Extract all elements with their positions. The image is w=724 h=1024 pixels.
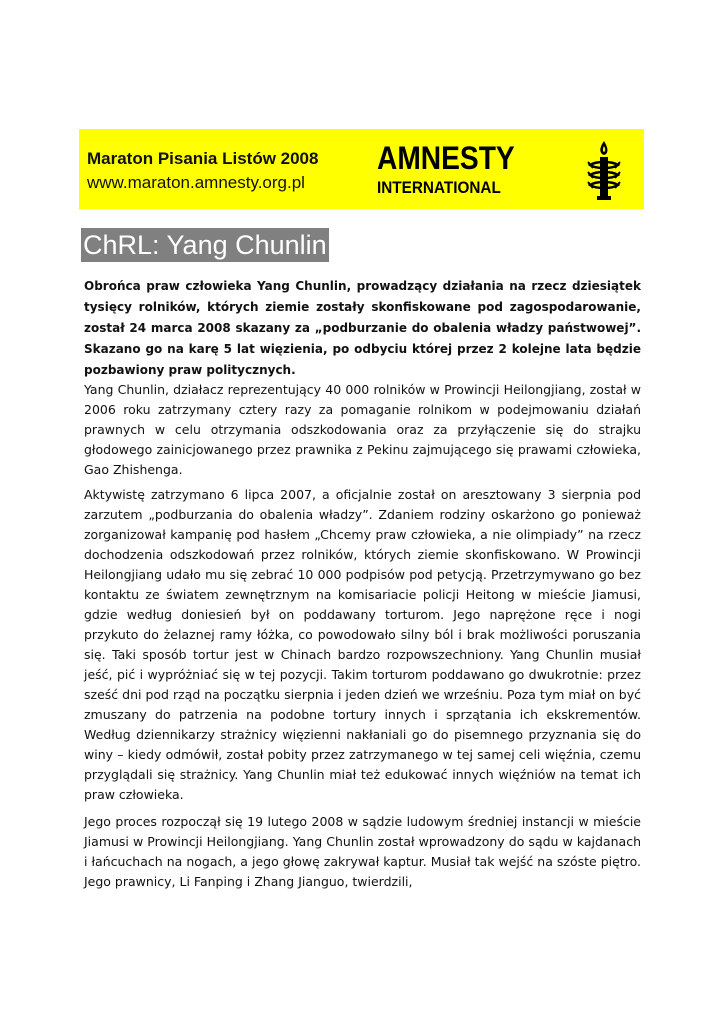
campaign-banner [79,129,644,209]
campaign-title: Maraton Pisania Listów 2008 [87,149,319,168]
body-paragraph: Jego proces rozpoczął się 19 lutego 2008 w sądzie ludowym średniej instancji w mieście Jiamusi w Prowincji Heilongjiang. Yang Chunlin został wprowadzony do sądu w kajdanach i łańcuchach na nogach, a jego głowę zakrywał kaptur. Musiał tak wejść na szóste piętro. Jego prawnicy, Li Fanping i Zhang Jianguo, twierdzili, [84,814,641,889]
candle-barbed-wire-icon [584,139,624,201]
campaign-url: www.maraton.amnesty.org.pl [87,173,305,192]
lead-paragraph: Obrońca praw człowieka Yang Chunlin, prowadzący działania na rzecz dziesiątek tysięcy rolników, których ziemie zostały skonfiskowane pod zagospodarowanie, został 24 marca 2008 skazany za „podburzanie do obalenia władzy państwowej”. Skazano go na karę 5 lat więzienia, po odbyciu której przez 2 kolejne lata będzie pozbawiony praw politycznych. [84,279,641,377]
logo-text-international: INTERNATIONAL [377,178,501,197]
body-paragraph: Aktywistę zatrzymano 6 lipca 2007, a oficjalnie został on aresztowany 3 sierpnia pod zarzutem „podburzania do obalenia władzy”. Zdaniem rodziny oskarżono go ponieważ zorganizował kampanię pod hasłem „Chcemy praw człowieka, a nie olimpiady” na rzecz dochodzenia odszkodowań przez rolników, których ziemie skonfiskowano. W Prowincji Heilongjiang udało mu się zebrać 10 000 podpisów pod petycją. Przetrzymywano go bez kontaktu ze światem zewnętrznym na komisariacie policji Heitong w mieście Jiamusi, gdzie według doniesień był on poddawany torturom. Jego naprężone ręce i nogi przykuto do żelaznej ramy łóżka, co powodowało silny ból i brak możliwości poruszania się. Taki sposób tortur jest w Chinach bardzo rozpowszechniony. Yang Chunlin musiał jeść, pić i wypróżniać się w tej pozycji. Takim torturom poddawano go dwukrotnie: przez sześć dni pod rząd na początku sierpnia i jeden dzień we wrześniu. Poza tym miał on być zmuszany do patrzenia na podobne tortury innych i sprzątania ich ekskrementów. Według dziennikarzy strażnicy więzienni nakłaniali go do pisemnego przyznania się do winy – kiedy odmówił, został pobity przez zatrzymanego w tej samej celi więźnia, czemu przyglądali się strażnicy. Yang Chunlin miał też edukować innych więźniów na temat ich praw człowieka. [84,487,641,802]
logo-text-amnesty: AMNESTY [377,140,515,176]
amnesty-logo [377,142,533,196]
body-paragraph: Yang Chunlin, działacz reprezentujący 40 000 rolników w Prowincji Heilongjiang, został w 2006 roku zatrzymany cztery razy za pomaganie rolnikom w podejmowaniu działań prawnych w celu otrzymania odszkodowania oraz za przyłączenie się do strajku głodowego zainicjowanego przez prawnika z Pekinu zajmującego się prawami człowieka, Gao Zhishenga. [84,382,641,477]
document-title: ChRL: Yang Chunlin [83,230,327,260]
